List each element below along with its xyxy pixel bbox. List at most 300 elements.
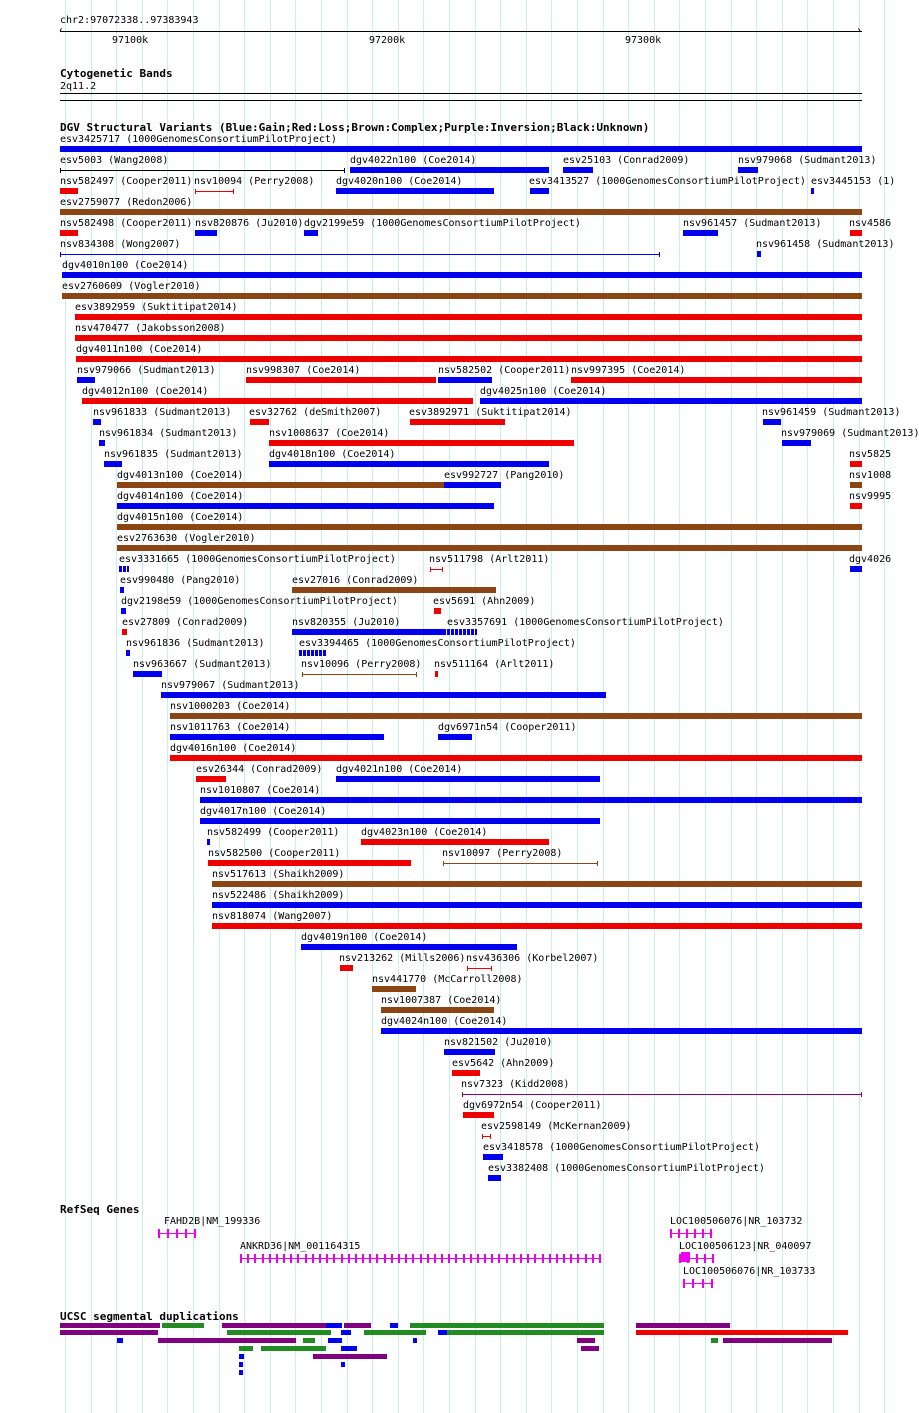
variant-label[interactable]: nsv436306 (Korbel2007) — [466, 953, 599, 964]
variant-bar[interactable] — [683, 230, 718, 236]
variant-label[interactable]: nsv1007387 (Coe2014) — [381, 995, 502, 1006]
variant-label[interactable]: dgv4020n100 (Coe2014) — [336, 176, 463, 187]
gene-exon — [384, 1254, 386, 1263]
variant-end-cap — [482, 1134, 483, 1139]
variant-bar[interactable] — [763, 419, 781, 425]
variant-bar[interactable] — [212, 881, 862, 887]
gene-exon — [577, 1254, 579, 1263]
variant-bar[interactable] — [483, 1154, 503, 1160]
variant-bar[interactable] — [336, 188, 494, 194]
variant-end-cap — [430, 567, 431, 572]
variant-bar[interactable] — [530, 188, 549, 194]
variant-line[interactable] — [467, 968, 492, 969]
variant-label[interactable]: dgv6971n54 (Cooper2011) — [438, 722, 577, 733]
gene-exon — [585, 1254, 587, 1263]
variant-label[interactable]: nsv961833 (Sudmant2013) — [93, 407, 232, 418]
variant-bar[interactable] — [75, 335, 862, 341]
segdup-feature[interactable] — [158, 1338, 296, 1343]
variant-bar[interactable] — [410, 419, 505, 425]
variant-label[interactable]: nsv213262 (Mills2006) — [339, 953, 466, 964]
variant-bar[interactable] — [438, 377, 492, 383]
variant-line[interactable] — [443, 863, 598, 864]
variant-bar[interactable] — [452, 1070, 480, 1076]
gene-exon — [477, 1254, 479, 1263]
variant-bar[interactable] — [246, 377, 436, 383]
variant-bar[interactable] — [60, 209, 862, 215]
variant-label[interactable]: esv5642 (Ahn2009) — [452, 1058, 555, 1069]
gene-exon — [194, 1229, 196, 1238]
variant-label[interactable]: dgv4018n100 (Coe2014) — [269, 449, 396, 460]
variant-label[interactable]: nsv582497 (Cooper2011) — [60, 176, 193, 187]
variant-bar[interactable] — [62, 293, 862, 299]
refseq-track-title[interactable]: RefSeq Genes — [60, 1203, 140, 1216]
gene-exon — [702, 1229, 704, 1238]
segdup-feature[interactable] — [117, 1338, 123, 1343]
variant-label[interactable]: nsv4586 — [849, 218, 892, 229]
variant-bar[interactable] — [292, 629, 446, 635]
variant-bar[interactable] — [170, 755, 862, 761]
variant-label[interactable]: nsv5825 — [849, 449, 892, 460]
variant-bar[interactable] — [563, 167, 593, 173]
variant-bar[interactable] — [850, 566, 862, 572]
variant-label[interactable]: dgv4023n100 (Coe2014) — [361, 827, 488, 838]
variant-bar[interactable] — [120, 587, 124, 593]
segdup-feature[interactable] — [364, 1330, 426, 1335]
variant-bar[interactable] — [350, 167, 549, 173]
segdup-feature[interactable] — [326, 1323, 342, 1328]
variant-label[interactable]: nsv1008637 (Coe2014) — [269, 428, 390, 439]
variant-label[interactable]: esv3394465 (1000GenomesConsortiumPilotProject) — [299, 638, 576, 649]
strand-left-arrow-icon: ‹ — [156, 1228, 163, 1239]
variant-label[interactable]: nsv818074 (Wang2007) — [212, 911, 333, 922]
segdup-feature[interactable] — [413, 1338, 417, 1343]
segdup-feature[interactable] — [636, 1330, 848, 1335]
variant-label[interactable]: dgv4011n100 (Coe2014) — [76, 344, 203, 355]
segdup-feature[interactable] — [390, 1323, 398, 1328]
variant-label[interactable]: nsv979068 (Sudmant2013) — [738, 155, 877, 166]
variant-label[interactable]: dgv4013n100 (Coe2014) — [117, 470, 244, 481]
cytoband-line — [60, 93, 862, 94]
variant-label[interactable]: dgv4010n100 (Coe2014) — [62, 260, 189, 271]
gene-exon — [534, 1254, 536, 1263]
gene-exon — [348, 1254, 350, 1263]
variant-bar[interactable] — [444, 482, 501, 488]
variant-bar[interactable] — [76, 356, 862, 362]
variant-bar[interactable] — [208, 860, 411, 866]
variant-line[interactable] — [60, 254, 660, 255]
variant-label[interactable]: nsv511798 (Arlt2011) — [429, 554, 550, 565]
variant-end-cap — [597, 861, 598, 866]
variant-end-cap — [442, 567, 443, 572]
gene-exon — [254, 1254, 256, 1263]
variant-label[interactable]: esv3413527 (1000GenomesConsortiumPilotProject) — [529, 176, 806, 187]
variant-label[interactable]: nsv582502 (Cooper2011) — [438, 365, 571, 376]
variant-label[interactable]: nsv979069 (Sudmant2013) — [781, 428, 919, 439]
segdup-feature[interactable] — [239, 1346, 253, 1351]
segdup-feature[interactable] — [303, 1338, 315, 1343]
variant-bar[interactable] — [133, 671, 162, 677]
variant-end-cap — [467, 966, 468, 971]
gene-exon — [470, 1254, 472, 1263]
variant-bar[interactable] — [292, 587, 496, 593]
variant-label[interactable]: esv3425717 (1000GenomesConsortiumPilotProject) — [60, 134, 337, 145]
gene-exon — [686, 1229, 688, 1238]
variant-label[interactable]: esv26344 (Conrad2009) — [196, 764, 323, 775]
variant-label[interactable]: esv3892959 (Suktitipat2014) — [75, 302, 238, 313]
variant-bar[interactable] — [207, 839, 210, 845]
variant-label[interactable]: esv5003 (Wang2008) — [60, 155, 169, 166]
variant-bar[interactable] — [117, 503, 494, 509]
gene-exon — [681, 1252, 690, 1262]
variant-end-cap — [490, 1134, 491, 1139]
variant-label[interactable]: esv2759077 (Redon2006) — [60, 197, 193, 208]
variant-label[interactable]: nsv441770 (McCarroll2008) — [372, 974, 523, 985]
segdup-feature[interactable] — [636, 1323, 730, 1328]
gene-intron-line[interactable] — [670, 1233, 712, 1234]
variant-bar[interactable] — [850, 482, 862, 488]
variant-bar[interactable] — [850, 461, 862, 467]
variant-label[interactable]: dgv4022n100 (Coe2014) — [350, 155, 477, 166]
gene-exon — [683, 1279, 685, 1288]
variant-label[interactable]: nsv961836 (Sudmant2013) — [126, 638, 265, 649]
variant-bar[interactable] — [381, 1007, 494, 1013]
variant-label[interactable]: nsv834308 (Wong2007) — [60, 239, 181, 250]
ruler-right-arrow-icon: › — [856, 25, 863, 36]
gene-exon — [341, 1254, 343, 1263]
gene-exon — [247, 1254, 249, 1263]
variant-label[interactable]: nsv10094 (Perry2008) — [194, 176, 315, 187]
segdup-feature[interactable] — [341, 1362, 345, 1367]
variant-label[interactable]: nsv9995 — [849, 491, 892, 502]
variant-label[interactable]: dgv2198e59 (1000GenomesConsortiumPilotProject) — [121, 596, 398, 607]
variant-end-cap — [462, 1092, 463, 1097]
variant-bar[interactable] — [444, 1049, 495, 1055]
variant-bar[interactable] — [170, 713, 862, 719]
strand-right-arrow-icon: › — [708, 1228, 715, 1239]
variant-label[interactable]: dgv4024n100 (Coe2014) — [381, 1016, 508, 1027]
variant-label[interactable]: nsv511164 (Arlt2011) — [434, 659, 555, 670]
variant-line[interactable] — [60, 170, 345, 171]
gene-exon — [290, 1254, 292, 1263]
variant-end-cap — [60, 252, 61, 257]
variant-bar[interactable] — [372, 986, 416, 992]
variant-label[interactable]: esv32762 (deSmith2007) — [249, 407, 382, 418]
variant-label[interactable]: dgv4015n100 (Coe2014) — [117, 512, 244, 523]
variant-end-cap — [659, 252, 660, 257]
variant-label[interactable]: esv2598149 (McKernan2009) — [481, 1121, 632, 1132]
segdup-feature[interactable] — [410, 1323, 604, 1328]
variant-bar[interactable] — [60, 188, 78, 194]
variant-bar[interactable] — [75, 314, 862, 320]
variant-label[interactable]: nsv820355 (Ju2010) — [292, 617, 401, 628]
cytoband-line — [60, 100, 862, 101]
gene-label[interactable]: ANKRD36|NM_001164315 — [240, 1241, 361, 1252]
variant-bar[interactable] — [438, 734, 472, 740]
variant-label[interactable]: esv2763630 (Vogler2010) — [117, 533, 256, 544]
variant-bar[interactable] — [250, 419, 269, 425]
variant-bar[interactable] — [195, 230, 217, 236]
variant-bar[interactable] — [447, 629, 477, 635]
variant-label[interactable]: nsv10097 (Perry2008) — [442, 848, 563, 859]
segdup-feature[interactable] — [239, 1362, 243, 1367]
gene-exon — [498, 1254, 500, 1263]
gene-exon — [670, 1229, 672, 1238]
region-label: chr2:97072338..97383943 — [60, 15, 199, 26]
variant-line[interactable] — [462, 1094, 862, 1095]
variant-label[interactable]: nsv963667 (Sudmant2013) — [133, 659, 272, 670]
variant-bar[interactable] — [170, 734, 384, 740]
variant-label[interactable]: esv25103 (Conrad2009) — [563, 155, 690, 166]
variant-label[interactable]: esv3382408 (1000GenomesConsortiumPilotProject) — [488, 1163, 765, 1174]
segdup-feature[interactable] — [438, 1330, 447, 1335]
segdup-feature[interactable] — [328, 1338, 342, 1343]
ruler-axis — [60, 31, 862, 32]
gene-exon — [506, 1254, 508, 1263]
variant-bar[interactable] — [480, 398, 862, 404]
variant-label[interactable]: dgv4017n100 (Coe2014) — [200, 806, 327, 817]
variant-label[interactable]: nsv582500 (Cooper2011) — [208, 848, 341, 859]
variant-line[interactable] — [302, 674, 417, 675]
variant-label[interactable]: dgv4019n100 (Coe2014) — [301, 932, 428, 943]
variant-label[interactable]: esv3892971 (Suktitipat2014) — [409, 407, 572, 418]
gene-exon — [542, 1254, 544, 1263]
segdup-feature[interactable] — [227, 1330, 331, 1335]
strand-right-arrow-icon: › — [709, 1278, 716, 1289]
variant-end-cap — [491, 966, 492, 971]
gene-exon — [448, 1254, 450, 1263]
variant-label[interactable]: esv27809 (Conrad2009) — [122, 617, 249, 628]
variant-end-cap — [195, 189, 196, 194]
variant-bar[interactable] — [488, 1175, 501, 1181]
gene-exon — [405, 1254, 407, 1263]
variant-bar[interactable] — [62, 272, 862, 278]
variant-bar[interactable] — [269, 440, 574, 446]
variant-bar[interactable] — [435, 671, 438, 677]
gene-exon — [556, 1254, 558, 1263]
variant-bar[interactable] — [381, 1028, 862, 1034]
gene-exon — [355, 1254, 357, 1263]
variant-bar[interactable] — [121, 608, 126, 614]
variant-bar[interactable] — [117, 482, 444, 488]
ruler-tick-label: 97300k — [625, 35, 662, 46]
variant-label[interactable]: esv992727 (Pang2010) — [444, 470, 565, 481]
segdup-feature[interactable] — [447, 1330, 604, 1335]
segdup-feature[interactable] — [60, 1330, 158, 1335]
variant-label[interactable]: esv3357691 (1000GenomesConsortiumPilotProject) — [447, 617, 724, 628]
segdup-feature[interactable] — [577, 1338, 595, 1343]
gene-exon — [276, 1254, 278, 1263]
variant-label[interactable]: nsv10096 (Perry2008) — [301, 659, 422, 670]
gene-exon — [563, 1254, 565, 1263]
variant-label[interactable]: nsv997395 (Coe2014) — [571, 365, 686, 376]
variant-label[interactable]: nsv1000203 (Coe2014) — [170, 701, 291, 712]
segdup-feature[interactable] — [239, 1354, 244, 1359]
gene-exon — [376, 1254, 378, 1263]
ruler-tick-label: 97100k — [112, 35, 149, 46]
variant-bar[interactable] — [269, 461, 549, 467]
gene-exon — [491, 1254, 493, 1263]
variant-bar[interactable] — [361, 839, 549, 845]
variant-bar[interactable] — [60, 146, 862, 152]
variant-label[interactable]: nsv470477 (Jakobsson2008) — [75, 323, 226, 334]
segdup-feature[interactable] — [344, 1323, 371, 1328]
variant-bar[interactable] — [301, 944, 517, 950]
variant-bar[interactable] — [304, 230, 318, 236]
variant-label[interactable]: nsv582499 (Cooper2011) — [207, 827, 340, 838]
variant-bar[interactable] — [850, 503, 862, 509]
variant-bar[interactable] — [117, 545, 862, 551]
variant-label[interactable]: nsv961459 (Sudmant2013) — [762, 407, 901, 418]
gene-exon — [319, 1254, 321, 1263]
variant-label[interactable]: nsv517613 (Shaikh2009) — [212, 869, 345, 880]
gene-exon — [420, 1254, 422, 1263]
variant-line[interactable] — [195, 191, 234, 192]
gene-exon — [305, 1254, 307, 1263]
gene-exon — [455, 1254, 457, 1263]
gene-exon — [694, 1229, 696, 1238]
gene-exon — [176, 1229, 178, 1238]
segdup-feature[interactable] — [581, 1346, 599, 1351]
variant-bar[interactable] — [571, 377, 862, 383]
gene-exon — [527, 1254, 529, 1263]
variant-label[interactable]: dgv4012n100 (Coe2014) — [82, 386, 209, 397]
variant-bar[interactable] — [299, 650, 326, 656]
gene-exon — [283, 1254, 285, 1263]
variant-bar[interactable] — [463, 1112, 494, 1118]
variant-label[interactable]: dgv4016n100 (Coe2014) — [170, 743, 297, 754]
gridline — [884, 0, 885, 1413]
gene-label[interactable]: FAHD2B|NM_199336 — [164, 1216, 261, 1227]
gene-exon — [297, 1254, 299, 1263]
variant-bar[interactable] — [811, 188, 814, 194]
gene-exon — [704, 1254, 706, 1263]
segdup-feature[interactable] — [341, 1330, 351, 1335]
variant-label[interactable]: nsv821502 (Ju2010) — [444, 1037, 553, 1048]
variant-label[interactable]: nsv1010807 (Coe2014) — [200, 785, 321, 796]
variant-label[interactable]: nsv961458 (Sudmant2013) — [756, 239, 895, 250]
variant-bar[interactable] — [161, 692, 606, 698]
segdup-feature[interactable] — [239, 1370, 243, 1375]
segdup-feature[interactable] — [222, 1323, 326, 1328]
variant-end-cap — [302, 672, 303, 677]
gene-exon — [240, 1254, 242, 1263]
variant-bar[interactable] — [126, 650, 130, 656]
gene-exon — [269, 1254, 271, 1263]
variant-label[interactable]: nsv522486 (Shaikh2009) — [212, 890, 345, 901]
gene-exon — [262, 1254, 264, 1263]
variant-bar[interactable] — [200, 818, 600, 824]
segdup-feature[interactable] — [162, 1323, 204, 1328]
variant-label[interactable]: nsv961457 (Sudmant2013) — [683, 218, 822, 229]
gene-exon — [185, 1229, 187, 1238]
gene-label[interactable]: LOC100506123|NR_040097 — [679, 1241, 812, 1252]
gene-exon — [692, 1279, 694, 1288]
variant-bar[interactable] — [434, 608, 441, 614]
variant-bar[interactable] — [196, 776, 226, 782]
gene-label[interactable]: LOC100506076|NR_103732 — [670, 1216, 803, 1227]
strand-right-arrow-icon: › — [710, 1253, 717, 1264]
variant-label[interactable]: dgv6972n54 (Cooper2011) — [463, 1100, 602, 1111]
ruler-left-arrow-icon: ‹ — [58, 25, 65, 36]
variant-bar[interactable] — [119, 566, 129, 572]
variant-label[interactable]: nsv7323 (Kidd2008) — [461, 1079, 570, 1090]
variant-bar[interactable] — [122, 629, 127, 635]
variant-bar[interactable] — [60, 230, 78, 236]
variant-bar[interactable] — [757, 251, 761, 257]
variant-bar[interactable] — [340, 965, 353, 971]
variant-label[interactable]: dgv2199e59 (1000GenomesConsortiumPilotProject) — [304, 218, 581, 229]
gene-exon — [333, 1254, 335, 1263]
gene-exon — [549, 1254, 551, 1263]
dgv-track-title[interactable]: DGV Structural Variants (Blue:Gain;Red:Loss;Brown:Complex;Purple:Inversion;Black:Unknown) — [60, 121, 650, 134]
variant-label[interactable]: dgv4026 — [849, 554, 892, 565]
variant-label[interactable]: esv2760609 (Vogler2010) — [62, 281, 201, 292]
variant-label[interactable]: esv3445153 (1) — [811, 176, 896, 187]
variant-label[interactable]: nsv961834 (Sudmant2013) — [99, 428, 238, 439]
variant-label[interactable]: nsv582498 (Cooper2011) — [60, 218, 193, 229]
variant-label[interactable]: dgv4014n100 (Coe2014) — [117, 491, 244, 502]
variant-end-cap — [60, 168, 61, 173]
variant-label[interactable]: esv3331665 (1000GenomesConsortiumPilotProject) — [119, 554, 396, 565]
variant-bar[interactable] — [212, 923, 862, 929]
gene-exon — [412, 1254, 414, 1263]
segdup-track-title[interactable]: UCSC segmental duplications — [60, 1310, 239, 1323]
variant-bar[interactable] — [850, 230, 862, 236]
variant-label[interactable]: esv5691 (Ahn2009) — [433, 596, 536, 607]
variant-label[interactable]: nsv979067 (Sudmant2013) — [161, 680, 300, 691]
variant-label[interactable]: esv27016 (Conrad2009) — [292, 575, 419, 586]
variant-label[interactable]: esv990480 (Pang2010) — [120, 575, 241, 586]
variant-label[interactable]: dgv4025n100 (Coe2014) — [480, 386, 607, 397]
variant-bar[interactable] — [77, 377, 95, 383]
gene-exon — [369, 1254, 371, 1263]
segdup-feature[interactable] — [341, 1346, 357, 1351]
variant-bar[interactable] — [212, 902, 862, 908]
segdup-feature[interactable] — [261, 1346, 326, 1351]
segdup-feature[interactable] — [60, 1323, 160, 1328]
gene-exon — [312, 1254, 314, 1263]
variant-label[interactable]: nsv1011763 (Coe2014) — [170, 722, 291, 733]
variant-end-cap — [344, 168, 345, 173]
variant-bar[interactable] — [117, 524, 862, 530]
variant-bar[interactable] — [738, 167, 758, 173]
variant-label[interactable]: nsv998307 (Coe2014) — [246, 365, 361, 376]
variant-bar[interactable] — [336, 776, 600, 782]
variant-label[interactable]: dgv4021n100 (Coe2014) — [336, 764, 463, 775]
variant-bar[interactable] — [93, 419, 101, 425]
variant-bar[interactable] — [99, 440, 105, 446]
variant-bar[interactable] — [782, 440, 811, 446]
segdup-feature[interactable] — [723, 1338, 832, 1343]
variant-label[interactable]: nsv961835 (Sudmant2013) — [104, 449, 243, 460]
strand-right-arrow-icon: › — [597, 1253, 604, 1264]
gene-exon — [441, 1254, 443, 1263]
segdup-feature[interactable] — [711, 1338, 718, 1343]
ruler-tick-label: 97200k — [369, 35, 406, 46]
variant-bar[interactable] — [104, 461, 122, 467]
variant-bar[interactable] — [200, 797, 862, 803]
gene-exon — [362, 1254, 364, 1263]
variant-label[interactable]: nsv1008 — [849, 470, 892, 481]
variant-label[interactable]: esv3418578 (1000GenomesConsortiumPilotProject) — [483, 1142, 760, 1153]
variant-end-cap — [233, 189, 234, 194]
gene-label[interactable]: LOC100506076|NR_103733 — [683, 1266, 816, 1277]
variant-bar[interactable] — [82, 398, 473, 404]
segdup-feature[interactable] — [313, 1354, 387, 1359]
variant-label[interactable]: nsv820876 (Ju2010) — [195, 218, 304, 229]
variant-label[interactable]: nsv979066 (Sudmant2013) — [77, 365, 216, 376]
gene-exon — [702, 1279, 704, 1288]
